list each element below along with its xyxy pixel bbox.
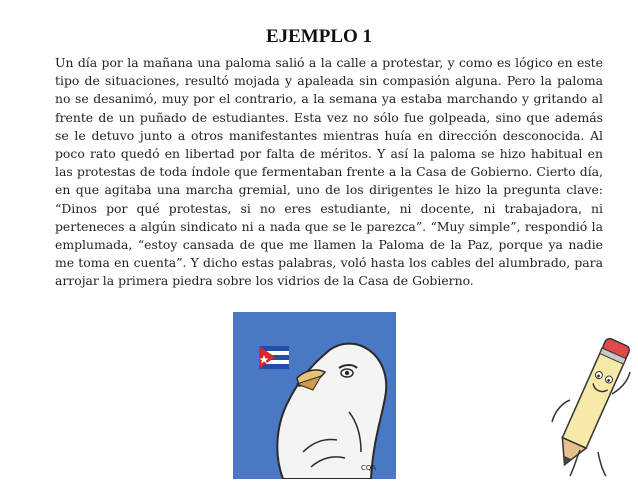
pencil-mascot: [540, 330, 638, 479]
dove-image: [233, 312, 396, 479]
illustration-signature: CQA: [361, 464, 377, 472]
story-text: Un día por la mañana una paloma salió a la calle a protestar, y como es lógico en este tipo de situaciones, resultó mojada y apaleada sin compasión alguna. Pero la paloma no se desanimó, muy por el contrario, a la semana ya estaba marchando y gritando al frente de un puñado de estudiantes. Esta vez no sólo fue golpeada, sino que además se le detuvo junto a otros manifestantes mientras huía en dirección desconocida. Al poco rato quedó en libertad por falta de méritos. Y así la paloma se hizo habitual en las protestas de toda índole que fermentaban frente a la Casa de Gobierno. Cierto día, en que agitaba una marcha gremial, uno de los dirigentes le hizo la pregunta clave: “Dinos por qué protestas, si no eres estudiante, ni docente, ni trabajadora, ni perteneces a algún sindicato ni a nada que se le parezca”. “Muy simple”, respondió la emplumada, “estoy cansada de que me llamen la Paloma de la Paz, porque ya nadie me toma en cuenta”. Y dicho estas palabras, voló hasta los cables del alumbrado, para arrojar la primera piedra sobre los vidrios de la Casa de Gobierno.: [55, 55, 603, 289]
cuban-flag-icon: [259, 346, 289, 369]
dove-illustration: [233, 312, 396, 479]
pencil-character-icon: [540, 330, 638, 479]
page-title: EJEMPLO 1: [265, 26, 373, 47]
